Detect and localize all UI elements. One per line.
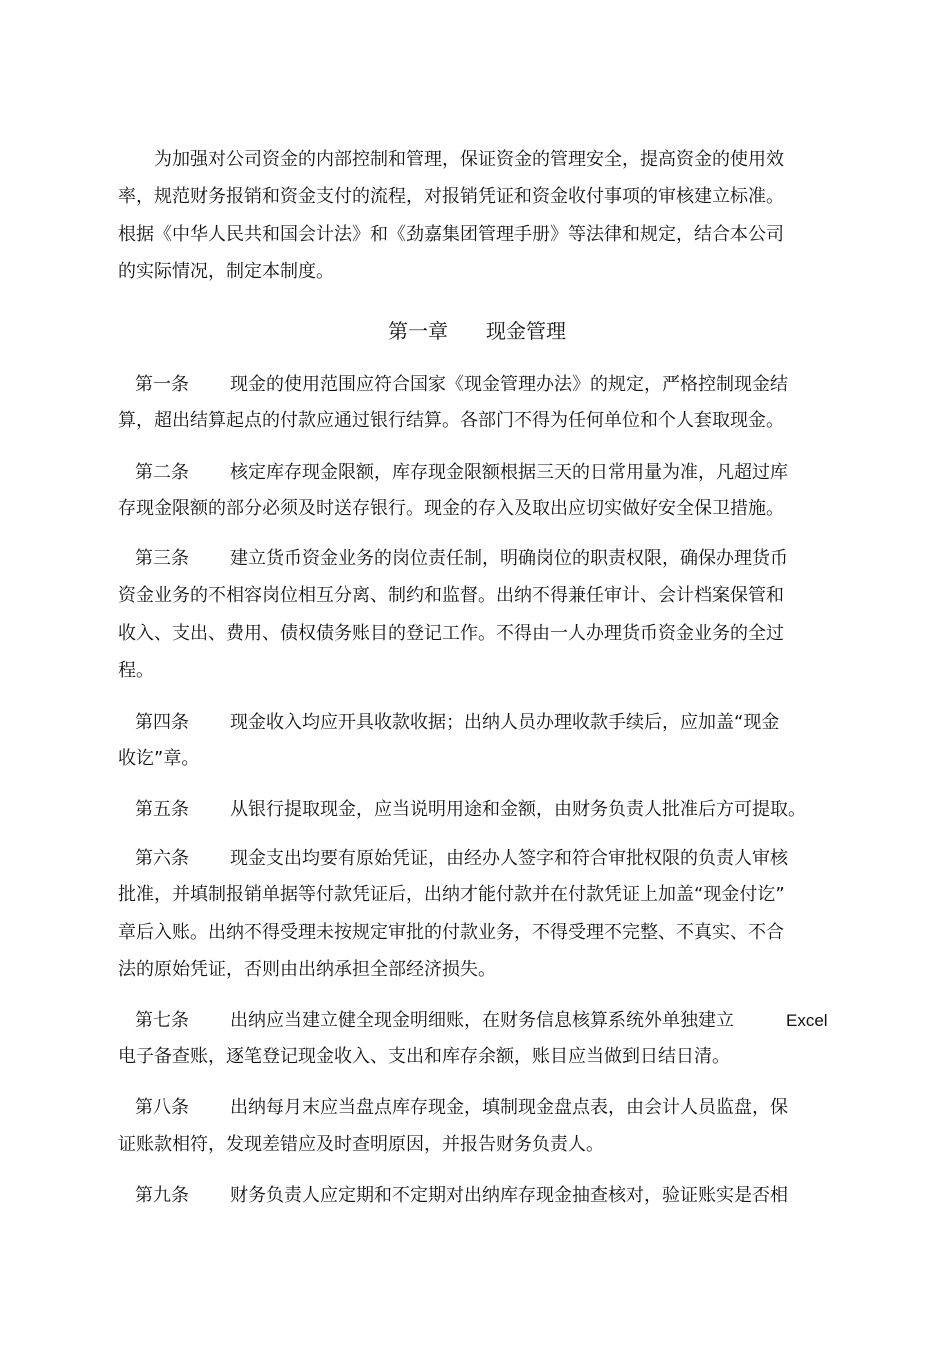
article-text-line: 财务负责人应定期和不定期对出纳库存现金抽查核对，验证账实是否相 <box>230 1185 788 1206</box>
article-label: 第二条 <box>135 462 189 483</box>
article-text-line: 出纳应当建立健全现金明细账，在财务信息核算系统外单独建立 <box>230 1010 734 1031</box>
article-text-line: 收入、支出、费用、债权债务账目的登记工作。不得由一人办理货币资金业务的全过 <box>118 623 784 644</box>
article-label: 第六条 <box>135 848 189 869</box>
intro-line: 的实际情况，制定本制度。 <box>118 261 334 282</box>
article-text-line: 从银行提取现金，应当说明用途和金额，由财务负责人批准后方可提取。 <box>230 799 806 820</box>
article-text-line: 核定库存现金限额，库存现金限额根据三天的日常用量为准，凡超过库 <box>230 462 788 483</box>
intro-line: 率，规范财务报销和资金支付的流程，对报销凭证和资金收付事项的审核建立标准。 <box>118 186 784 207</box>
intro-line: 根据《中华人民共和国会计法》和《劲嘉集团管理手册》等法律和规定，结合本公司 <box>118 224 784 245</box>
article-text-line: 建立货币资金业务的岗位责任制，明确岗位的职责权限，确保办理货币 <box>230 548 788 569</box>
article-label: 第七条 <box>135 1010 189 1031</box>
article-label: 第三条 <box>135 548 189 569</box>
article-label: 第一条 <box>135 374 189 395</box>
article-text-line: 资金业务的不相容岗位相互分离、制约和监督。出纳不得兼任审计、会计档案保管和 <box>118 585 784 606</box>
excel-word: Excel <box>786 1011 828 1030</box>
article-text-line: 法的原始凭证，否则由出纳承担全部经济损失。 <box>118 959 496 980</box>
article-text-line: 存现金限额的部分必须及时送存银行。现金的存入及取出应切实做好安全保卫措施。 <box>118 498 784 519</box>
article-text-line: 批准，并填制报销单据等付款凭证后，出纳才能付款并在付款凭证上加盖“现金付讫” <box>118 884 785 905</box>
article-text-line: 现金的使用范围应符合国家《现金管理办法》的规定，严格控制现金结 <box>230 374 788 395</box>
chapter-heading <box>388 318 566 344</box>
article-label: 第九条 <box>135 1185 189 1206</box>
article-text-line: 算，超出结算起点的付款应通过银行结算。各部门不得为任何单位和个人套取现金。 <box>118 410 784 431</box>
article-label: 第八条 <box>135 1097 189 1118</box>
chapter-number: 第一章 <box>388 319 448 343</box>
article-text-line: 程。 <box>118 660 154 681</box>
article-text-line: 电子备查账，逐笔登记现金收入、支出和库存余额，账目应当做到日结日清。 <box>118 1046 730 1067</box>
chapter-title: 现金管理 <box>486 319 566 343</box>
article-label: 第五条 <box>135 799 189 820</box>
article-text-line: 章后入账。出纳不得受理未按规定审批的付款业务，不得受理不完整、不真实、不合 <box>118 922 784 943</box>
article-text-line: 现金收入均应开具收款收据；出纳人员办理收款手续后，应加盖“现金 <box>230 712 780 733</box>
article-text-line: 出纳每月末应当盘点库存现金，填制现金盘点表，由会计人员监盘，保 <box>230 1097 788 1118</box>
article-text-line: 现金支出均要有原始凭证，由经办人签字和符合审批权限的负责人审核 <box>230 848 788 869</box>
intro-line: 为加强对公司资金的内部控制和管理，保证资金的管理安全，提高资金的使用效 <box>154 149 784 170</box>
article-label: 第四条 <box>135 712 189 733</box>
article-text-line: 证账款相符，发现差错应及时查明原因，并报告财务负责人。 <box>118 1134 604 1155</box>
article-text-line: 收讫”章。 <box>118 748 200 769</box>
